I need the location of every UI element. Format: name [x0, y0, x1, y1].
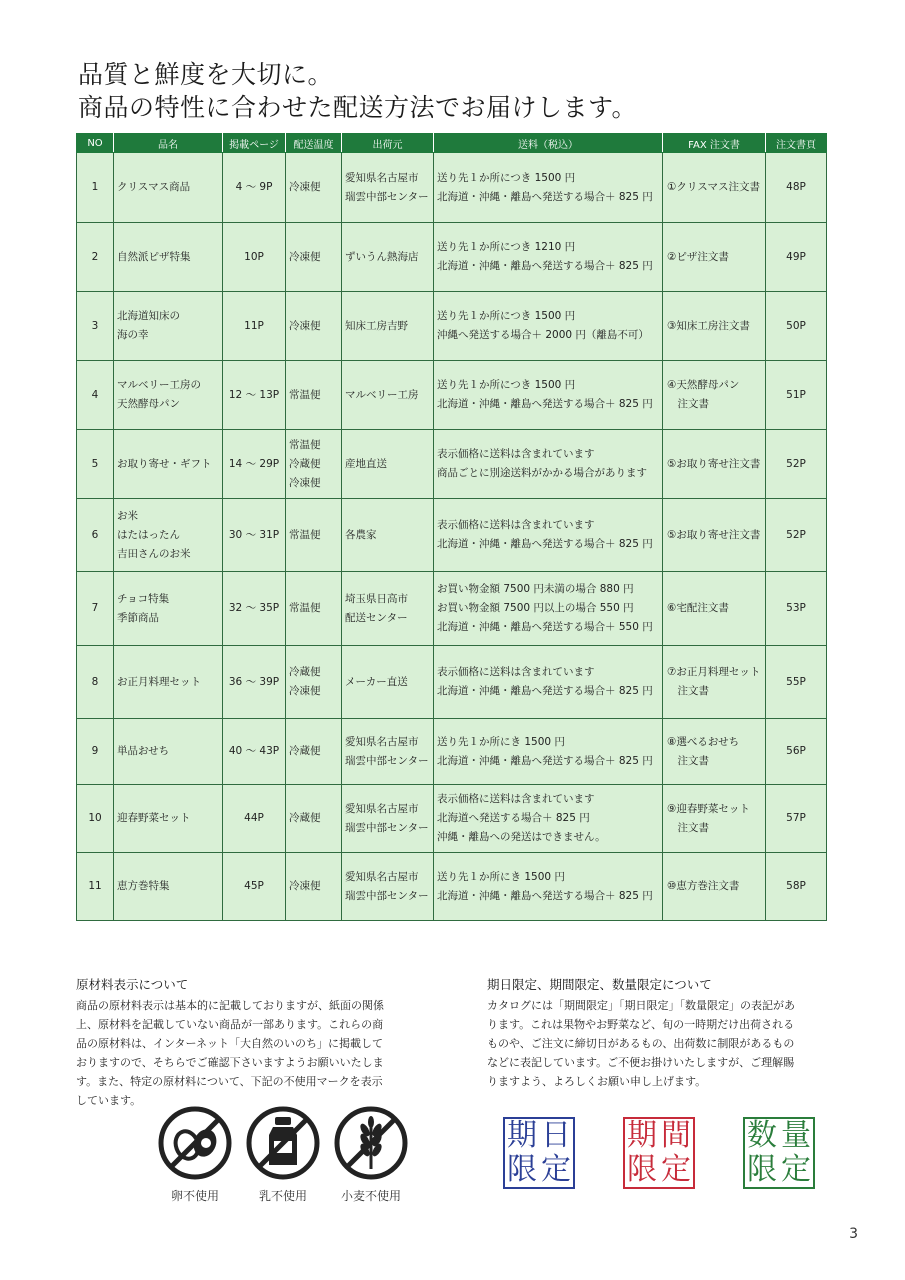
cell-temp [286, 572, 342, 646]
table-row [77, 719, 827, 785]
cell-fee-line: 北海道・沖縄・離島へ発送する場合＋ 825 円 [437, 398, 653, 410]
cell-origin [342, 430, 434, 499]
cell-fee-line: 北海道へ発送する場合＋ 825 円 [437, 812, 590, 824]
cell-order-page: 53P [766, 572, 827, 646]
cell-name-line: 北海道知床の [117, 310, 180, 322]
cell-temp [286, 223, 342, 292]
ingredients-title: 原材料表示について [76, 977, 189, 992]
cell-fax-line: 注文書 [667, 754, 709, 767]
cell-page: 4 ～ 9P [223, 153, 286, 223]
cell-fee-line: 送り先１か所につき 1500 円 [437, 171, 576, 184]
no-egg-mark [158, 1105, 232, 1204]
cell-temp-line: 常温便 [289, 388, 321, 401]
stamp-char: 期 [507, 1118, 537, 1153]
cell-origin [342, 223, 434, 292]
cell-temp-line: 冷凍便 [289, 685, 321, 697]
stamp-char: 期 [627, 1118, 657, 1153]
cell-fax-line: ①クリスマス注文書 [667, 181, 760, 193]
cell-no: 8 [77, 646, 114, 719]
cell-origin-line: 瑞雲中部センター [345, 754, 429, 767]
ingredients-line: す。また、特定の原材料について、下記の不使用マークを表示 [76, 1075, 383, 1088]
cell-name-line: 吉田さんのお米 [117, 547, 191, 560]
table-row [77, 646, 827, 719]
cell-fee-line: 北海道・沖縄・離島へ発送する場合＋ 825 円 [437, 538, 653, 550]
cell-order-page: 49P [766, 223, 827, 292]
limits-line: カタログには「期間限定」「期日限定」「数量限定」の表記があ [487, 999, 795, 1012]
cell-origin-line: 産地直送 [345, 457, 387, 470]
no-wheat-icon [333, 1105, 409, 1181]
header-page: 掲載ページ [223, 134, 286, 153]
cell-name-line: チョコ特集 [117, 592, 170, 605]
cell-order-page: 52P [766, 499, 827, 572]
cell-fee-line: 表示価格に送料は含まれています [437, 793, 595, 805]
cell-fee-line: 北海道・沖縄・離島へ発送する場合＋ 825 円 [437, 685, 653, 697]
cell-temp [286, 853, 342, 921]
cell-no: 6 [77, 499, 114, 572]
cell-temp-line: 常温便 [289, 602, 321, 614]
cell-fax-line: ⑤お取り寄せ注文書 [667, 457, 761, 470]
cell-fax-line: ⑧選べるおせち [667, 735, 740, 748]
no-egg-label: 卵不使用 [170, 1189, 219, 1203]
cell-fee-line: お買い物金額 7500 円未満の場合 880 円 [437, 583, 634, 595]
page-number: 3 [849, 1226, 858, 1242]
cell-name-line: お正月料理セット [117, 675, 201, 688]
stamp-char: 定 [661, 1152, 691, 1187]
limits-line: ります。これは果物やお野菜など、旬の一時期だけ出荷される [487, 1018, 795, 1031]
cell-order-page: 52P [766, 430, 827, 499]
quantity-limited-stamp [743, 1117, 815, 1189]
cell-name-line: 単品おせち [117, 745, 170, 757]
ingredients-line: おりますので、そちらでご確認下さいますようお願いいたしま [76, 1056, 384, 1069]
stamp-char: 定 [781, 1152, 811, 1187]
cell-name [114, 223, 223, 292]
cell-temp-line: 常温便 [289, 528, 321, 541]
cell-no: 11 [77, 853, 114, 921]
cell-origin-line: 配送センター [345, 611, 408, 624]
cell-name-line: 天然酵母パン [117, 398, 180, 410]
cell-fee [434, 853, 663, 921]
header-name: 品名 [114, 134, 223, 153]
ingredients-line: しています。 [76, 1094, 142, 1107]
cell-page: 32 ～ 35P [223, 572, 286, 646]
cell-fax-line: 注文書 [667, 821, 709, 834]
cell-page: 30 ～ 31P [223, 499, 286, 572]
cell-origin [342, 153, 434, 223]
cell-name-line: 恵方巻特集 [117, 880, 170, 892]
cell-fax [663, 430, 766, 499]
cell-no: 5 [77, 430, 114, 499]
cell-fee [434, 499, 663, 572]
cell-origin-line: 愛知県名古屋市 [345, 171, 419, 184]
cell-name-line: お取り寄せ・ギフト [117, 457, 212, 470]
cell-fee [434, 572, 663, 646]
table-row [77, 153, 827, 223]
cell-fax-line: 注文書 [667, 398, 709, 410]
cell-fax [663, 499, 766, 572]
cell-fee-line: 商品ごとに別途送料がかかる場合があります [437, 467, 647, 479]
cell-origin-line: ずいうん熱海店 [345, 250, 419, 263]
shipping-table [76, 133, 827, 921]
cell-fax-line: 注文書 [667, 685, 709, 697]
stamp-char: 数 [747, 1118, 777, 1153]
stamp-char: 定 [541, 1152, 571, 1187]
cell-name-line: お米 [117, 509, 138, 522]
cell-fee [434, 361, 663, 430]
cell-temp-line: 冷蔵便 [289, 666, 321, 678]
date-limited-stamp [503, 1117, 575, 1189]
cell-no: 3 [77, 292, 114, 361]
no-egg-icon [157, 1105, 233, 1181]
cell-name-line: マルベリー工房の [117, 379, 201, 391]
cell-name-line: 迎春野菜セット [117, 812, 191, 824]
cell-no: 10 [77, 785, 114, 853]
headline-line-2: 商品の特性に合わせた配送方法でお届けします。 [78, 93, 638, 122]
cell-fax-line: ⑦お正月料理セット [667, 666, 761, 678]
cell-no: 2 [77, 223, 114, 292]
cell-origin [342, 499, 434, 572]
cell-order-page: 57P [766, 785, 827, 853]
ingredients-line: 品の原材料は、インターネット「大自然のいのち」に掲載して [76, 1037, 384, 1050]
cell-fax-line: ②ピザ注文書 [667, 250, 729, 263]
no-wheat-label: 小麦不使用 [340, 1189, 401, 1203]
period-limited-stamp [623, 1117, 695, 1189]
cell-fax [663, 719, 766, 785]
cell-temp-line: 冷凍便 [289, 476, 321, 489]
cell-fee [434, 646, 663, 719]
cell-temp-line: 冷凍便 [289, 880, 321, 892]
no-milk-label: 乳不使用 [258, 1189, 307, 1203]
cell-temp-line: 冷凍便 [289, 181, 321, 193]
limits-title: 期日限定、期間限定、数量限定について [487, 977, 712, 992]
header-fax: FAX 注文書 [663, 134, 766, 153]
cell-fax [663, 853, 766, 921]
cell-fax-line: ⑨迎春野菜セット [667, 802, 750, 815]
cell-fax-line: ⑤お取り寄せ注文書 [667, 528, 761, 541]
header-temp: 配送温度 [286, 134, 342, 153]
cell-fee-line: 表示価格に送料は含まれています [437, 519, 595, 531]
cell-origin-line: メーカー直送 [345, 675, 408, 688]
cell-fee-line: 沖縄・離島への発送はできません。 [437, 831, 606, 843]
cell-origin [342, 853, 434, 921]
cell-fee-line: お買い物金額 7500 円以上の場合 550 円 [437, 602, 634, 614]
no-milk-icon [245, 1105, 321, 1181]
cell-page: 10P [223, 223, 286, 292]
cell-fee-line: 北海道・沖縄・離島へ発送する場合＋ 825 円 [437, 889, 653, 902]
cell-fax [663, 292, 766, 361]
table-row [77, 499, 827, 572]
cell-name-line: 海の幸 [117, 329, 149, 341]
cell-fax [663, 785, 766, 853]
cell-no: 7 [77, 572, 114, 646]
header-order-page: 注文書頁 [766, 134, 827, 153]
cell-fee-line: 送り先１か所につき 1210 円 [437, 241, 576, 253]
cell-origin [342, 572, 434, 646]
cell-fee-line: 送り先１か所にき 1500 円 [437, 870, 565, 883]
cell-name [114, 361, 223, 430]
cell-fax [663, 223, 766, 292]
cell-page: 14 ～ 29P [223, 430, 286, 499]
table-row [77, 361, 827, 430]
cell-page: 36 ～ 39P [223, 646, 286, 719]
cell-temp [286, 719, 342, 785]
cell-page: 44P [223, 785, 286, 853]
limits-line: ものや、ご注文に締切日があるもの、出荷数に制限があるもの [487, 1037, 795, 1050]
cell-fax-line: ⑥宅配注文書 [667, 602, 729, 614]
cell-name-line: クリスマス商品 [117, 181, 191, 193]
no-milk-mark [246, 1105, 320, 1204]
cell-fee-line: 北海道・沖縄・離島へ発送する場合＋ 825 円 [437, 190, 653, 203]
cell-origin-line: 瑞雲中部センター [345, 190, 429, 203]
cell-order-page: 56P [766, 719, 827, 785]
cell-order-page: 51P [766, 361, 827, 430]
cell-temp-line: 冷蔵便 [289, 745, 321, 757]
table-row [77, 853, 827, 921]
stamp-char: 間 [661, 1118, 691, 1153]
allergen-marks [158, 1105, 408, 1204]
cell-name [114, 430, 223, 499]
cell-order-page: 55P [766, 646, 827, 719]
cell-temp-line: 冷蔵便 [289, 457, 321, 470]
stamp-char: 量 [781, 1118, 811, 1153]
cell-temp [286, 785, 342, 853]
cell-temp [286, 646, 342, 719]
cell-fax [663, 572, 766, 646]
cell-fee [434, 430, 663, 499]
cell-name [114, 719, 223, 785]
cell-name [114, 853, 223, 921]
cell-no: 9 [77, 719, 114, 785]
cell-fee [434, 153, 663, 223]
cell-fee-line: 北海道・沖縄・離島へ発送する場合＋ 550 円 [437, 621, 653, 633]
cell-origin-line: マルベリー工房 [345, 388, 419, 401]
cell-temp-line: 常温便 [289, 438, 321, 451]
cell-fee-line: 送り先１か所につき 1500 円 [437, 310, 576, 322]
cell-temp [286, 361, 342, 430]
cell-fax-line: ③知床工房注文書 [667, 319, 750, 332]
table-row [77, 223, 827, 292]
cell-page: 40 ～ 43P [223, 719, 286, 785]
header-no: NO [77, 134, 114, 153]
cell-origin [342, 646, 434, 719]
cell-order-page: 48P [766, 153, 827, 223]
cell-origin [342, 361, 434, 430]
limits-section [487, 975, 832, 1091]
cell-fee-line: 表示価格に送料は含まれています [437, 666, 595, 678]
ingredients-line: 商品の原材料表示は基本的に記載しておりますが、紙面の関係 [76, 999, 384, 1012]
cell-temp [286, 499, 342, 572]
cell-origin [342, 785, 434, 853]
cell-page: 11P [223, 292, 286, 361]
cell-fax [663, 153, 766, 223]
table-row [77, 785, 827, 853]
stamp-char: 限 [627, 1152, 657, 1187]
ingredients-section [76, 975, 422, 1110]
header-fee: 送料（税込） [434, 134, 663, 153]
cell-name [114, 785, 223, 853]
cell-fee [434, 292, 663, 361]
cell-fee-line: 北海道・沖縄・離島へ発送する場合＋ 825 円 [437, 260, 653, 272]
cell-fee-line: 表示価格に送料は含まれています [437, 448, 595, 460]
ingredients-line: 上、原材料を記載していない商品が一部あります。これらの商 [76, 1018, 384, 1031]
cell-origin-line: 知床工房吉野 [345, 319, 408, 332]
limits-line: りますよう、よろしくお願い申し上げます。 [487, 1075, 707, 1088]
table-header-row [77, 134, 827, 153]
cell-temp [286, 153, 342, 223]
cell-name-line: 季節商品 [117, 611, 159, 624]
header-origin: 出荷元 [342, 134, 434, 153]
cell-fax-line: ⑩恵方巻注文書 [667, 880, 740, 892]
cell-no: 1 [77, 153, 114, 223]
cell-temp-line: 冷凍便 [289, 319, 321, 332]
stamp-char: 限 [507, 1152, 537, 1187]
stamp-char: 日 [541, 1118, 571, 1153]
cell-origin-line: 愛知県名古屋市 [345, 802, 419, 815]
cell-page: 45P [223, 853, 286, 921]
cell-page: 12 ～ 13P [223, 361, 286, 430]
cell-temp-line: 冷凍便 [289, 250, 321, 263]
cell-origin-line: 各農家 [345, 528, 377, 541]
cell-temp [286, 292, 342, 361]
cell-order-page: 58P [766, 853, 827, 921]
cell-name-line: はたはったん [117, 528, 180, 541]
cell-fee [434, 785, 663, 853]
cell-name [114, 572, 223, 646]
cell-name [114, 292, 223, 361]
headline [78, 58, 637, 124]
cell-name [114, 646, 223, 719]
cell-fax [663, 646, 766, 719]
cell-fee-line: 北海道・沖縄・離島へ発送する場合＋ 825 円 [437, 754, 653, 767]
cell-origin-line: 瑞雲中部センター [345, 889, 429, 902]
cell-order-page: 50P [766, 292, 827, 361]
no-wheat-mark [334, 1105, 408, 1204]
cell-name-line: 自然派ピザ特集 [117, 250, 191, 263]
cell-fee-line: 送り先１か所につき 1500 円 [437, 379, 576, 391]
cell-fee-line: 沖縄へ発送する場合＋ 2000 円（離島不可） [437, 329, 649, 341]
cell-fee [434, 223, 663, 292]
cell-no: 4 [77, 361, 114, 430]
limit-stamps [503, 1117, 815, 1191]
cell-temp [286, 430, 342, 499]
cell-origin-line: 愛知県名古屋市 [345, 735, 419, 748]
headline-line-1: 品質と鮮度を大切に。 [78, 60, 334, 89]
cell-fax [663, 361, 766, 430]
cell-origin [342, 292, 434, 361]
cell-fee-line: 送り先１か所にき 1500 円 [437, 735, 565, 748]
cell-name [114, 153, 223, 223]
table-row [77, 430, 827, 499]
cell-origin-line: 埼玉県日高市 [345, 592, 408, 605]
stamp-char: 限 [747, 1152, 777, 1187]
table-row [77, 292, 827, 361]
limits-line: などに表記しています。ご不便お掛けいたしますが、ご理解賜 [487, 1056, 795, 1069]
cell-fee [434, 719, 663, 785]
cell-temp-line: 冷蔵便 [289, 812, 321, 824]
cell-origin [342, 719, 434, 785]
cell-origin-line: 愛知県名古屋市 [345, 870, 419, 883]
cell-fax-line: ④天然酵母パン [667, 379, 740, 391]
cell-origin-line: 瑞雲中部センター [345, 821, 429, 834]
table-row [77, 572, 827, 646]
cell-name [114, 499, 223, 572]
